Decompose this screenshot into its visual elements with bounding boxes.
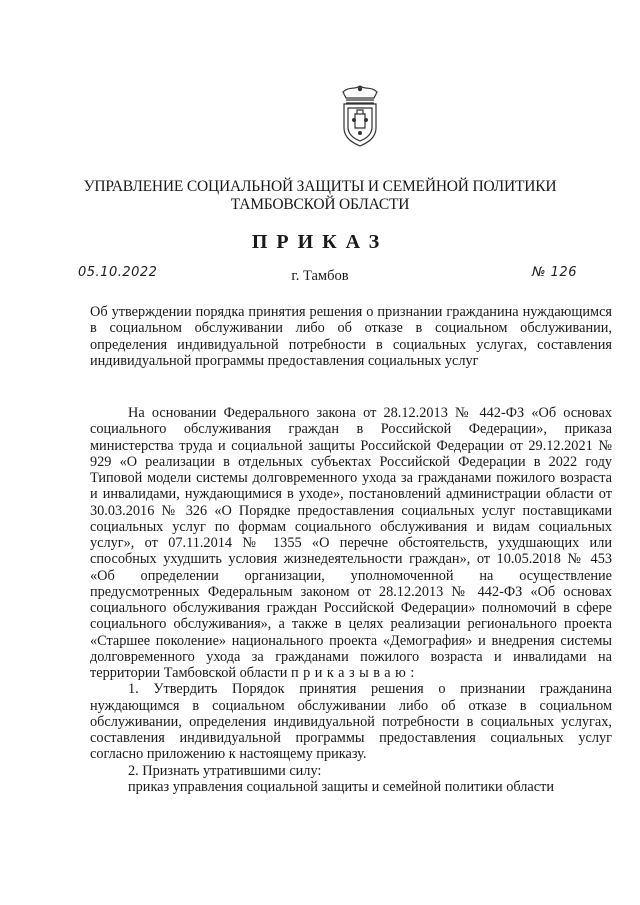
order-word: приказываю: xyxy=(290,665,419,681)
preamble-paragraph xyxy=(90,405,612,681)
item-2-text: приказ управления социальной защиты и семейной политики области xyxy=(128,778,554,795)
organization-name xyxy=(0,178,640,214)
order-date: 05.10.2022 xyxy=(78,265,158,280)
order-number: № 126 xyxy=(532,265,577,280)
order-subject: Об утверждении порядка принятия решения о признании гражданина нуждающимся в социальном обслуживании либо об отказе в социальном обслуживании, определения индивидуальной потребности в социальных услугах, составления индивидуальной программы предоставления социальных услуг xyxy=(90,304,612,369)
org-line-2: ТАМБОВСКОЙ ОБЛАСТИ xyxy=(230,196,410,213)
order-body xyxy=(90,405,612,795)
tambov-coat-of-arms-icon xyxy=(337,84,383,148)
org-line-1: УПРАВЛЕНИЕ СОЦИАЛЬНОЙ ЗАЩИТЫ И СЕМЕЙНОЙ ПОЛИТИКИ xyxy=(83,178,557,195)
item-1: 1. Утвердить Порядок принятия решения о признании гражданина нуждающимся в социальном обслуживании либо об отказе в социальном обслуживании, определения индивидуальной потребности в социальных услугах, составления индивидуальной программы предоставления социальных услуг согласно приложению к настоящему приказу. xyxy=(90,681,612,763)
document-type-title: ПРИКАЗ xyxy=(251,231,389,253)
city-name: г. Тамбов xyxy=(291,268,349,284)
preamble-text: На основании Федерального закона от 28.12.2013 № 442-ФЗ «Об основах социального обслуживания граждан в Российской Федерации», приказа министерства труда и социальной защиты Российской Федерации от 29.12.2021 № 929 «О реализации в отдельных субъектах Российской Федерации в 2022 году Типовой модели системы долговременного ухода за гражданами пожилого возраста и инвалидами, нуждающимися в уходе», постановлений администрации области от 30.03.2016 № 326 «О Порядке предоставления социальных услуг поставщиками социальных услуг по формам социального обслуживания и видам социальных услуг», от 07.11.2014 № 1355 «О перечне обстоятельств, ухудшающих или способных ухудшить условия жизнедеятельности граждан», от 10.05.2018 № 453 «Об определении организации, уполномоченной на осуществление предусмотренных Федеральным законом от 28.12.2013 № 442-ФЗ «Об основах социального обслуживания граждан Российской Федерации» полномочий в сфере социального обслуживания», а также в целях реализации регионального проекта «Старшее поколение» национального проекта «Демография» и внедрения системы долговременного ухода за гражданами пожилого возраста и инвалидами на территории Тамбовской области xyxy=(90,405,612,681)
item-2: 2. Признать утратившими силу: xyxy=(128,762,322,779)
